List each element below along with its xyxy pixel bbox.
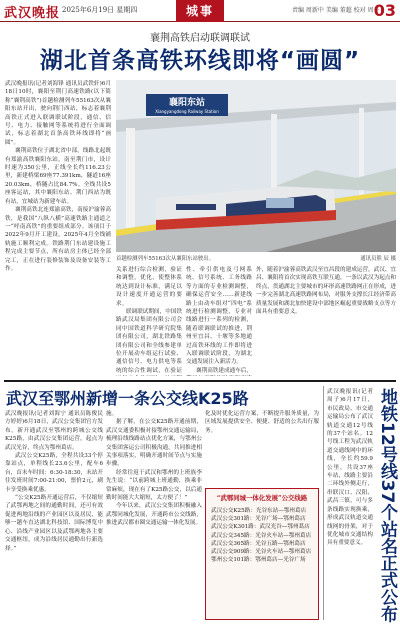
article2-paragraph: 化及时优化运营方案，不断提升服务质量，为区域发展提供安全、便捷、舒适的公共出行服务。 [205, 411, 319, 434]
station-sign-english: Xiangyangdong Railway Station [155, 109, 219, 114]
article3-column [327, 388, 373, 622]
bus-routes-box [205, 488, 319, 620]
photo-credit: 通讯员熊 辰 摄 [360, 256, 396, 262]
article2-paragraph: 经常往返于武汉和鄂州的上班族李先生说：“以前跨城上班通勤，换乘非常麻烦，现在有了K25路公交，以后通勤时间能大大缩短，太方便了！” [106, 469, 202, 502]
section-label: 城事 [176, 0, 224, 22]
article1-paragraph: 襄荆高铁北连郑渝高铁，南接沪渝蓉高铁，是我国“八纵八横”高速铁路主通道之一“呼南高铁”的重要组成部分。该项目于2022年9月开工建设，2025年4月全线铺轨施工顺利完成。铁路荆门东站建设施工程完成主要节点，所有站房主体已经全部完工，正在进行装修装饰及设备安装等工作。 [5, 207, 111, 272]
bus-route-item: 鄂州公交101路：鄂州葛店—光谷广场 [211, 557, 306, 564]
article2-column-1 [5, 410, 103, 622]
article1-paragraph: 武汉晚报讯(记者刘海锋 通讯员武铁轩)6月18日10时，襄阳至荆门高速铁路(以下简称“襄荆高铁”)首趟检测列车55163次从襄阳东站开出，驶向荆门西站，标志着襄荆高铁正式进入联调联试阶段，通信、信号、电力、接触网等系统将进行全面调试，标志着湖北首条高铁环线即将“画圆”。 [5, 81, 111, 146]
newspaper-logo: 武汉晚报 [4, 6, 61, 21]
article3-headline: 地铁12号线37个站名正式公布 [377, 388, 397, 623]
article1-headline: 湖北首条高铁环线即将“画圆” [39, 48, 361, 74]
bus-routes-list [206, 507, 318, 564]
article2-paragraph: 武汉公交K25路，全程共设33个停靠站点，单程线长23.6公里，配车6台，首末车时间：6:30-18:30，末站开往发班时间7:00-21:00，票价2元，刷卡享受换乘优惠。 [5, 453, 103, 493]
photo-caption: 首趟检测列车55163次从襄阳东站驶出。 [116, 256, 215, 262]
article1-paragraph: 襄荆高铁建成通车后， [196, 367, 252, 374]
article1-column-1 [5, 80, 111, 376]
bus-route-item: 武汉公交365路：光谷五路—鄂州葛店 [211, 540, 306, 547]
article2-column-3 [205, 410, 319, 486]
issue-date: 2025年6月19日 星期四 [62, 6, 138, 14]
train-photo-illustration [116, 80, 396, 252]
article1-paragraph: 外，随着沪渝蓉高铁武汉至宜昌段的建成运营，武汉、宜昌、襄阳将首次实现高铁互联互通，一条以武汉为起点和终点，贯通湖北主要城市的环形高速铁路网正在形成，进一步完善湖北高速铁路网布局，对服务支撑长江经济带高质量发展和湖北加快建设中部地区崛起重要战略支点等方面具有重要意义。 [256, 267, 396, 316]
bus-route-item: 武汉公交345路：光谷火车站—鄂州葛店 [211, 532, 312, 539]
article2-paragraph: 今年以来，武汉公交集团积极融入武鄂同城化发展，开通跨市公交线路，推进武汉都市圈交通运输一体化发展。 [106, 503, 202, 527]
article1-column-3 [186, 266, 252, 376]
article1-paragraph: 关系进行综合检测，验证和调整，优化，使整体系统达到设计标准，满足以设计速度开通运营的要求。 [116, 267, 182, 307]
article2-paragraph: 武汉晚报讯(记者刘海宁 通讯员陈俊民 方婷婷)6月18日，武汉公交集团官方发布，新开通武汉至鄂州的跨城公交线K25路，由武汉公交集团运营，起点为武汉光谷，终点为鄂州葛店。 [5, 411, 103, 451]
section-divider [4, 380, 396, 382]
article2-column-2 [106, 410, 202, 622]
article1-paragraph: 联调联试期间，中国铁路武汉局集团有限公司会同中国铁道科学研究院集团有限公司，湖北铁路集团有限公司和全线参建单位开展动车组运行试验、通信信号、电力供电等系统的综合性调试，在验证 [116, 309, 182, 374]
article2-paragraph: 施。 [106, 411, 118, 417]
article1-kicker: 襄荆高铁启动联调联试 [150, 33, 250, 44]
article2-headline: 武汉至鄂州新增一条公交线K25路 [6, 389, 249, 408]
article1-paragraph: 性、牵引供电及弓网系统、信号系统、工务线路等方面的专业检测调整，确保运营安全……新建线路上由动车组对“四电”系统进行检测调整，专业对线路进行一系列的检测，随着联调联试的推进，荆州至宜昌、十堰等多地通过高铁环线的工作即将进入联调联试阶段，为湖北交通发展注入新活力。 [186, 267, 252, 366]
station-sign-text: 襄阳东站 [168, 98, 206, 108]
bus-routes-title: “武鄂同城一体化发展”公交线路 [216, 494, 308, 502]
bus-route-item: 武汉公交K301路：武汉光谷—鄂州葛店 [211, 524, 310, 531]
article2-paragraph: 据了解，在公交K25路开通前期，武汉交通委积极对接鄂州交通运输局，梳理沿线线路站点优化方案，与鄂州公交集团客运公司积极沟通，共同推进相关事项落实，明确开通时间节点与实施步骤。 [106, 419, 202, 468]
bus-route-item: 武汉公交909路：光谷火车站—鄂州葛店 [211, 549, 312, 556]
editor-credits: 责编 周新中 美编 董超 校对 周子 [292, 7, 380, 14]
article1-column-2 [116, 266, 182, 376]
bus-route-item: 武汉公交K25路：光谷东站—鄂州葛店 [211, 508, 307, 514]
page-number: 03 [373, 1, 396, 20]
article2-paragraph: “公交K25路开通运营后，不仅缩短了武鄂两地之间的通勤时间，还可有效促进两地沿线的产业园区以及居民，能够一趟车直达湖北科技馆、国际博览中心、沿线产业园区以及武鄂两地各主要交通枢纽，成为沿线居民通勤出行新选择。” [5, 495, 103, 552]
masthead [0, 0, 400, 22]
photo-caption-area [116, 254, 396, 262]
article3-paragraph: 武汉晚报讯(记者周子)6月17日，市民政局、市交通运输局公布了武汉轨道交通12号线的37个站名。12号线工程为武汉轨道交通线网中的环线，全长约59.9公里，共设37座车站，线路主要沿二环线外侧走行，串联汉口、汉阳、武昌三镇，可与多条线路实现换乘，形成武汉轨道交通线网的骨架，对于优化城市交通结构具有重要意义。 [327, 389, 373, 547]
article1-column-4 [256, 266, 396, 376]
column-separator [323, 386, 324, 620]
article1-paragraph: 襄荆高铁位于湖北省中部，线路北起既有郑渝高铁襄阳东站，南至荆门市，设计时速为350公里，正线全长约116.23公里，新建桥梁69座77.391km，隧道16座20.03km，桥隧占比84.7%。全线共设5座客运站，其中襄阳东站、荆门西站为既有站，宜城站为新建车站。 [5, 148, 111, 205]
train-station-photo [116, 80, 396, 252]
bus-route-item: 武汉公交301路：光谷广场—鄂州葛店 [211, 516, 306, 523]
